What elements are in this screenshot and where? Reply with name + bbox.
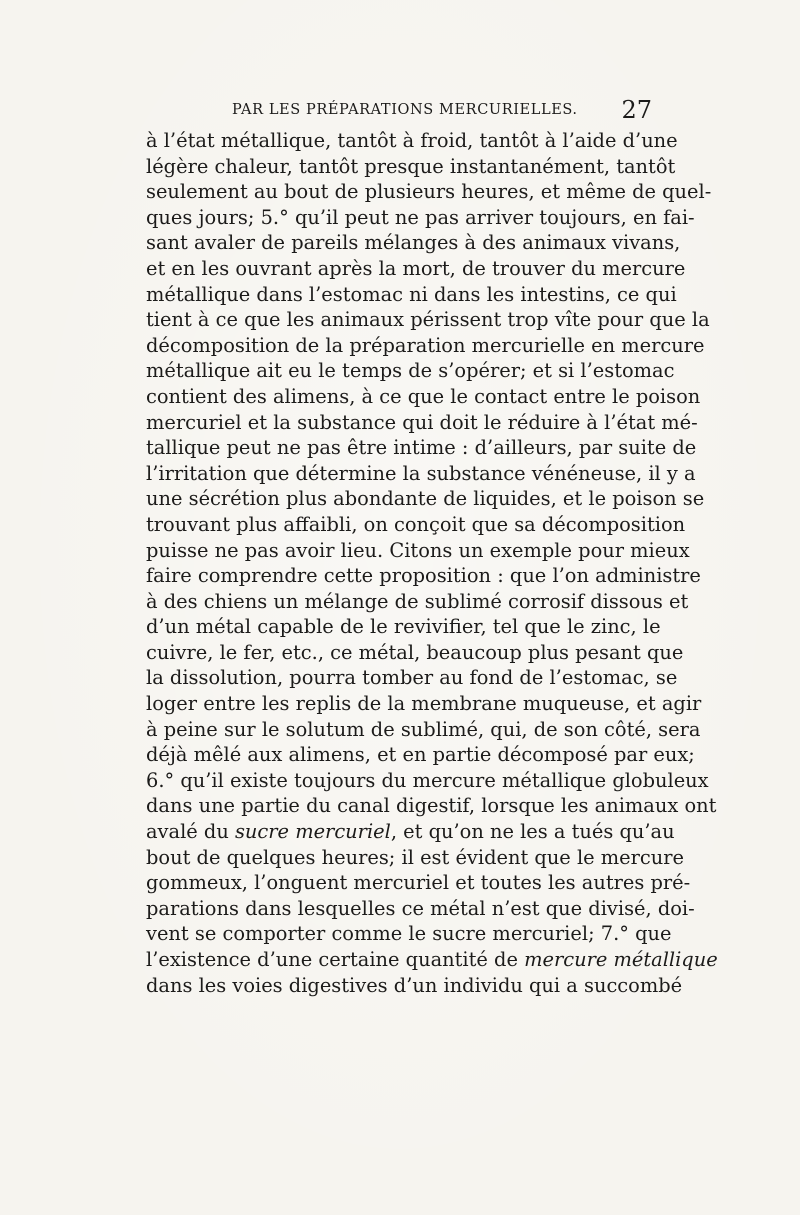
text-segment: vent se comporter comme le sucre mercuriel; 7.° que xyxy=(146,922,672,946)
running-head: PAR LES PRÉPARATIONS MERCURIELLES. xyxy=(232,102,578,118)
text-segment: cuivre, le fer, etc., ce métal, beaucoup plus pesant que xyxy=(146,640,684,664)
text-segment: bout de quelques heures; il est évident que le mercure xyxy=(146,845,685,869)
text-line xyxy=(146,128,678,154)
body-text xyxy=(146,128,718,998)
text-segment: seulement au bout de plusieurs heures, et même de quel- xyxy=(146,180,712,204)
text-line xyxy=(146,410,698,436)
text-line xyxy=(146,512,686,538)
text-segment: ques jours; 5.° qu’il peut ne pas arriver toujours, en fai- xyxy=(146,205,695,229)
text-segment: loger entre les replis de la membrane muqueuse, et agir xyxy=(146,692,702,716)
text-line xyxy=(146,307,710,333)
text-segment: l’existence d’une certaine quantité de xyxy=(146,948,525,971)
text-line xyxy=(146,563,701,589)
text-segment: contient des alimens, à ce que le contact entre le poison xyxy=(146,384,701,408)
text-segment: d’un métal capable de le revivifier, tel que le zinc, le xyxy=(146,615,661,639)
text-segment: puisse ne pas avoir lieu. Citons un exemple pour mieux xyxy=(146,538,690,562)
text-line xyxy=(146,742,695,768)
text-line xyxy=(146,870,691,896)
text-segment: mercuriel et la substance qui doit le réduire à l’état mé- xyxy=(146,410,698,434)
text-segment: métallique dans l’estomac ni dans les intestins, ce qui xyxy=(146,282,677,306)
text-segment: métallique ait eu le temps de s’opérer; et si l’estomac xyxy=(146,359,675,383)
text-line xyxy=(146,973,683,999)
text-segment: avalé du xyxy=(146,820,235,844)
text-segment: 6.° qu’il existe toujours du mercure métallique globuleux xyxy=(146,768,709,792)
text-line xyxy=(146,819,675,845)
text-line xyxy=(146,845,685,871)
text-segment: tient à ce que les animaux périssent trop vîte pour que la xyxy=(146,308,710,332)
page-header xyxy=(146,96,656,124)
text-segment: décomposition de la préparation mercurielle en mercure xyxy=(146,333,705,357)
text-line xyxy=(146,896,695,922)
text-segment: à peine sur le solutum de sublimé, qui, de son côté, sera xyxy=(146,717,701,741)
text-segment: et en les ouvrant après la mort, de trouver du mercure xyxy=(146,256,686,280)
text-segment: à des chiens un mélange de sublimé corrosif dissous et xyxy=(146,589,689,613)
text-line xyxy=(146,538,690,564)
text-line xyxy=(146,358,675,384)
text-segment: gommeux, l’onguent mercuriel et toutes les autres pré- xyxy=(146,871,691,895)
text-segment: une sécrétion plus abondante de liquides, et le poison se xyxy=(146,487,705,511)
text-segment: faire comprendre cette proposition : que l’on administre xyxy=(146,564,701,588)
text-line xyxy=(146,205,695,231)
text-segment: parations dans lesquelles ce métal n’est que divisé, doi- xyxy=(146,896,695,920)
text-line xyxy=(146,154,676,180)
text-segment: la dissolution, pourra tomber au fond de l’estomac, se xyxy=(146,666,678,690)
text-line xyxy=(146,256,686,282)
text-segment: à l’état métallique, tantôt à froid, tantôt à l’aide d’une xyxy=(146,129,678,152)
text-line xyxy=(146,793,717,819)
text-segment: déjà mêlé aux alimens, et en partie décomposé par eux; xyxy=(146,743,695,767)
text-line xyxy=(146,435,697,461)
text-line xyxy=(146,282,677,308)
italic-text: sucre mercuriel xyxy=(234,820,391,844)
text-line xyxy=(146,333,705,359)
text-segment: l’irritation que détermine la substance vénéneuse, il y a xyxy=(146,461,696,485)
text-segment: dans les voies digestives d’un individu qui a succombé xyxy=(146,973,683,997)
text-line xyxy=(146,921,672,947)
text-segment: , et qu’on ne les a tués qu’au xyxy=(390,820,675,844)
text-line xyxy=(146,486,705,512)
text-segment: dans une partie du canal digestif, lorsque les animaux ont xyxy=(146,794,717,818)
text-segment: légère chaleur, tantôt presque instantanément, tantôt xyxy=(146,154,676,178)
italic-text: mercure métallique xyxy=(524,948,718,971)
text-segment: sant avaler de pareils mélanges à des animaux vivans, xyxy=(146,231,681,255)
text-segment: tallique peut ne pas être intime : d’ailleurs, par suite de xyxy=(146,436,697,460)
text-segment: trouvant plus affaibli, on conçoit que sa décomposition xyxy=(146,512,686,536)
text-line xyxy=(146,179,712,205)
text-line xyxy=(146,640,684,666)
text-line xyxy=(146,947,718,973)
text-line xyxy=(146,461,696,487)
text-line xyxy=(146,384,701,410)
text-line xyxy=(146,768,709,794)
text-line xyxy=(146,665,678,691)
text-line xyxy=(146,691,702,717)
text-line xyxy=(146,717,701,743)
text-line xyxy=(146,230,681,256)
page-number: 27 xyxy=(621,96,652,124)
text-line xyxy=(146,614,661,640)
text-line xyxy=(146,589,689,615)
